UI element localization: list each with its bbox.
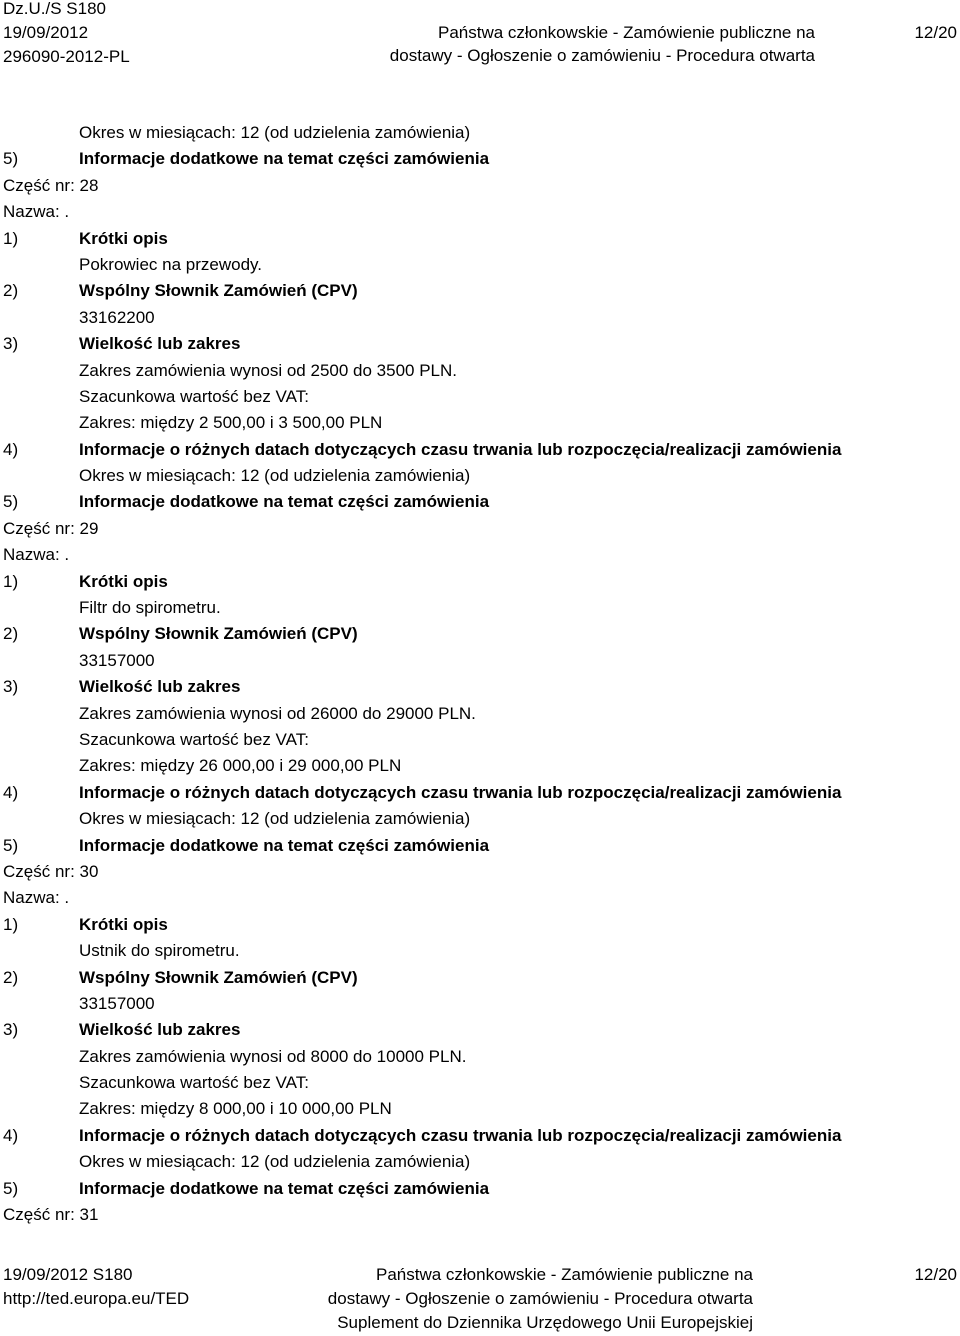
text-line	[3, 806, 957, 832]
section-heading	[3, 437, 957, 463]
text-content: Zakres: między 8 000,00 i 10 000,00 PLN	[79, 1099, 392, 1119]
section-number: 5)	[3, 492, 19, 512]
section-number: 1)	[3, 571, 19, 591]
text-content: Zakres zamówienia wynosi od 26000 do 29000 PLN.	[79, 703, 476, 723]
text-content: Zakres: między 26 000,00 i 29 000,00 PLN	[79, 756, 402, 776]
section-title: Krótki opis	[79, 914, 168, 934]
footer-date-series: 19/09/2012 S180	[3, 1265, 133, 1284]
text-line	[3, 516, 957, 542]
text-line	[3, 384, 957, 410]
text-line	[3, 859, 957, 885]
text-content: Ustnik do spirometru.	[79, 941, 240, 961]
text-content: 33157000	[79, 650, 155, 670]
text-line	[3, 1070, 957, 1096]
section-number: 4)	[3, 439, 19, 459]
text-content: Część nr: 29	[3, 518, 99, 538]
section-title: Wielkość lub zakres	[79, 334, 241, 354]
text-line	[3, 701, 957, 727]
section-title: Krótki opis	[79, 571, 168, 591]
section-heading	[3, 489, 957, 515]
header-title-line2: dostawy - Ogłoszenie o zamówieniu - Procedura otwarta	[389, 46, 815, 65]
text-content: Zakres zamówienia wynosi od 2500 do 3500 PLN.	[79, 360, 457, 380]
section-title: Informacje o różnych datach dotyczących czasu trwania lub rozpoczęcia/realizacji zamówienia	[79, 1125, 842, 1145]
section-number: 2)	[3, 624, 19, 644]
text-content: Szacunkowa wartość bez VAT:	[79, 1073, 309, 1093]
section-heading	[3, 965, 957, 991]
text-content: Okres w miesiącach: 12 (od udzielenia zamówienia)	[79, 809, 471, 829]
text-line	[3, 358, 957, 384]
document-body	[3, 120, 957, 1228]
section-number: 4)	[3, 782, 19, 802]
text-line	[3, 463, 957, 489]
text-line	[3, 938, 957, 964]
section-title: Informacje dodatkowe na temat części zamówienia	[79, 835, 490, 855]
header-date: 19/09/2012	[3, 23, 89, 42]
section-heading	[3, 780, 957, 806]
section-title: Wspólny Słownik Zamówień (CPV)	[79, 624, 358, 644]
text-content: Zakres zamówienia wynosi od 8000 do 10000 PLN.	[79, 1046, 467, 1066]
page-header	[3, 0, 957, 70]
header-page-number: 12/20	[914, 23, 957, 42]
text-content: Część nr: 31	[3, 1205, 99, 1225]
text-content: Okres w miesiącach: 12 (od udzielenia zamówienia)	[79, 466, 471, 486]
section-heading	[3, 674, 957, 700]
text-content: Okres w miesiącach: 12 (od udzielenia zamówienia)	[79, 123, 471, 142]
text-line	[3, 753, 957, 779]
section-title: Wielkość lub zakres	[79, 677, 241, 697]
section-heading	[3, 146, 957, 172]
text-content: Zakres: między 2 500,00 i 3 500,00 PLN	[79, 413, 383, 433]
section-heading	[3, 1176, 957, 1202]
text-line	[3, 173, 957, 199]
section-heading	[3, 621, 957, 647]
footer-title-line3: Suplement do Dziennika Urzędowego Unii Europejskiej	[337, 1313, 753, 1332]
section-title: Informacje dodatkowe na temat części zamówienia	[79, 149, 490, 169]
section-title: Krótki opis	[79, 228, 168, 248]
footer-title-line1: Państwa członkowskie - Zamówienie publiczne na	[375, 1265, 753, 1284]
text-line	[3, 1149, 957, 1175]
text-line	[3, 595, 957, 621]
section-number: 4)	[3, 1125, 19, 1145]
journal-ref: Dz.U./S S180	[3, 0, 106, 18]
text-line	[3, 727, 957, 753]
section-number: 3)	[3, 334, 19, 354]
text-line	[3, 991, 957, 1017]
text-content: Nazwa: .	[3, 545, 70, 565]
section-title: Wielkość lub zakres	[79, 1020, 241, 1040]
text-line	[3, 885, 957, 911]
section-heading	[3, 278, 957, 304]
text-line	[3, 1044, 957, 1070]
section-number: 3)	[3, 1020, 19, 1040]
section-title: Wspólny Słownik Zamówień (CPV)	[79, 281, 358, 301]
text-content: Okres w miesiącach: 12 (od udzielenia zamówienia)	[79, 1152, 471, 1172]
section-heading	[3, 912, 957, 938]
footer-title-line2: dostawy - Ogłoszenie o zamówieniu - Procedura otwarta	[327, 1289, 753, 1308]
text-content: Pokrowiec na przewody.	[79, 254, 262, 274]
text-content: Nazwa: .	[3, 888, 70, 908]
text-line	[3, 199, 957, 225]
section-title: Informacje dodatkowe na temat części zamówienia	[79, 492, 490, 512]
page-footer	[3, 1262, 957, 1334]
header-title	[3, 10, 815, 67]
footer-url: http://ted.europa.eu/TED	[3, 1289, 190, 1308]
section-heading	[3, 569, 957, 595]
section-number: 1)	[3, 914, 19, 934]
text-line	[3, 252, 957, 278]
section-number: 2)	[3, 281, 19, 301]
section-title: Informacje o różnych datach dotyczących czasu trwania lub rozpoczęcia/realizacji zamówienia	[79, 782, 842, 802]
section-title: Informacje o różnych datach dotyczących czasu trwania lub rozpoczęcia/realizacji zamówienia	[79, 439, 842, 459]
section-heading	[3, 833, 957, 859]
section-heading	[3, 1017, 957, 1043]
text-content: Filtr do spirometru.	[79, 598, 221, 618]
text-content: Szacunkowa wartość bez VAT:	[79, 729, 309, 749]
section-heading	[3, 331, 957, 357]
text-line	[3, 648, 957, 674]
text-content: 33162200	[79, 307, 155, 327]
document-id: 296090-2012-PL	[3, 47, 130, 66]
footer-page-number: 12/20	[914, 1265, 957, 1284]
text-line	[3, 1202, 957, 1228]
section-number: 3)	[3, 677, 19, 697]
section-title: Informacje dodatkowe na temat części zamówienia	[79, 1178, 490, 1198]
section-number: 5)	[3, 149, 19, 169]
section-number: 5)	[3, 1178, 19, 1198]
section-number: 5)	[3, 835, 19, 855]
section-number: 2)	[3, 967, 19, 987]
text-content: 33157000	[79, 993, 155, 1013]
text-content: Część nr: 30	[3, 861, 99, 881]
text-content: Część nr: 28	[3, 175, 99, 195]
text-content: Szacunkowa wartość bez VAT:	[79, 386, 309, 406]
header-title-line1: Państwa członkowskie - Zamówienie publiczne na	[437, 23, 815, 42]
text-content: Nazwa: .	[3, 202, 70, 222]
section-heading	[3, 1123, 957, 1149]
text-line	[3, 305, 957, 331]
text-line	[3, 120, 957, 146]
section-number: 1)	[3, 228, 19, 248]
text-line	[3, 542, 957, 568]
section-heading	[3, 226, 957, 252]
text-line	[3, 410, 957, 436]
section-title: Wspólny Słownik Zamówień (CPV)	[79, 967, 358, 987]
text-line	[3, 1096, 957, 1122]
